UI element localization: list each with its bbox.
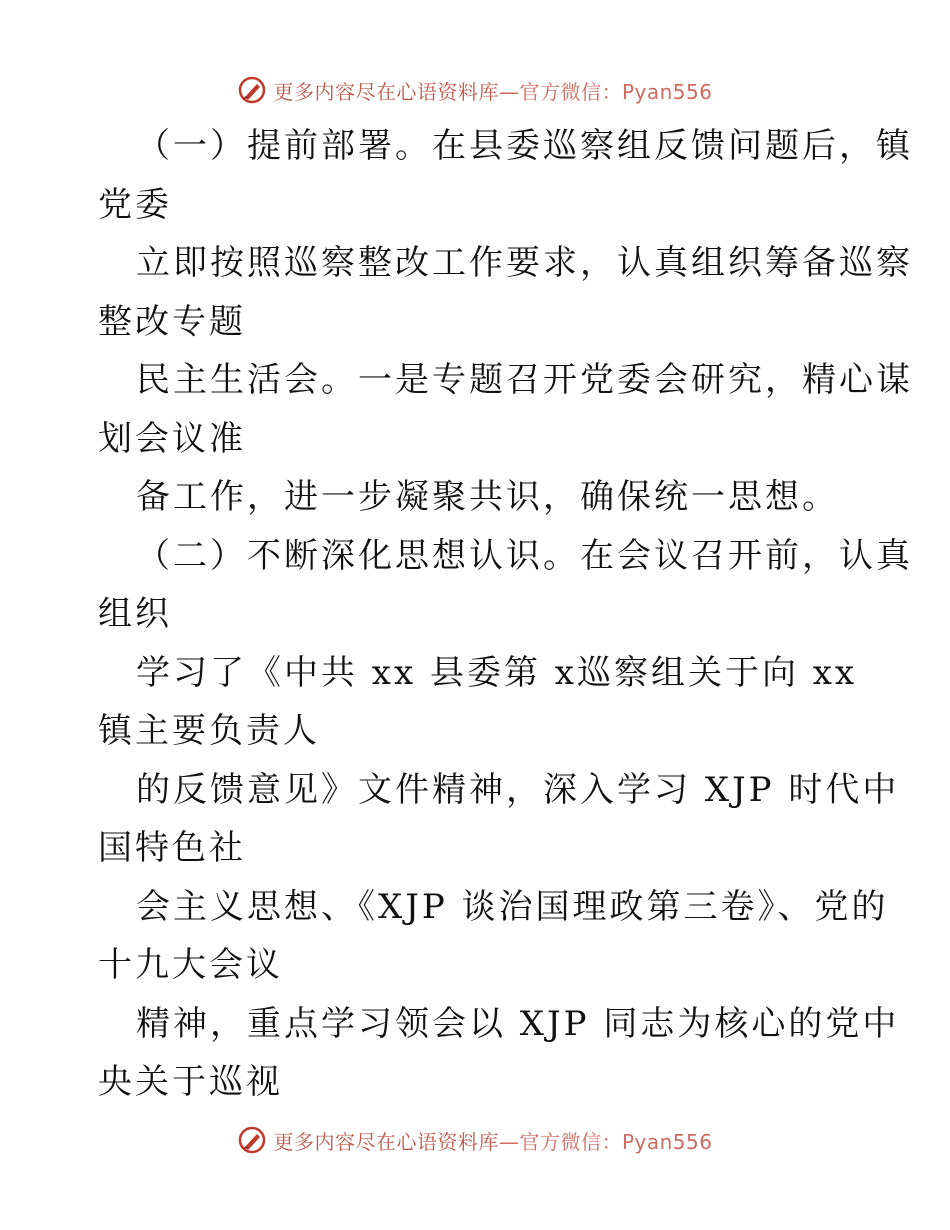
text-line: 央关于巡视 bbox=[98, 1062, 283, 1102]
watermark-main-text: 更多内容尽在心语资料库 bbox=[273, 79, 499, 104]
watermark-text bbox=[273, 76, 712, 105]
pen-logo-icon bbox=[237, 1125, 267, 1155]
pen-logo-icon bbox=[237, 75, 267, 105]
text-line: 党委 bbox=[98, 184, 172, 225]
watermark-sub-text: —官方微信：Pyan556 bbox=[498, 1129, 713, 1154]
text-line: 十九大会议 bbox=[98, 945, 283, 985]
text-line: 的反馈意见》文件精神，深入学习 XJP 时代中 bbox=[136, 769, 900, 810]
text-line: （一）提前部署。在县委巡察组反馈问题后，镇 bbox=[136, 126, 913, 166]
footer-watermark bbox=[0, 1120, 950, 1160]
text-line: 国特色社 bbox=[98, 828, 246, 868]
watermark-main-text: 更多内容尽在心语资料库 bbox=[273, 1129, 499, 1154]
text-line: 划会议准 bbox=[98, 418, 246, 459]
text-line: 立即按照巡察整改工作要求，认真组织筹备巡察 bbox=[136, 243, 913, 283]
text-line: 镇主要负责人 bbox=[98, 711, 320, 751]
text-line: 学习了《中共 xx 县委第 x巡察组关于向 xx bbox=[136, 652, 858, 693]
watermark-text bbox=[273, 1126, 712, 1155]
header-watermark bbox=[0, 70, 950, 110]
text-line: 整改专题 bbox=[98, 301, 246, 342]
text-line: 民主生活会。一是专题召开党委会研究，精心谋 bbox=[136, 360, 913, 400]
text-line: 精神，重点学习领会以 XJP 同志为核心的党中 bbox=[136, 1003, 900, 1044]
text-line: 备工作，进一步凝聚共识，确保统一思想。 bbox=[136, 477, 839, 517]
document-body bbox=[98, 117, 913, 1112]
text-line: 组织 bbox=[98, 594, 172, 634]
text-line: 会主义思想、《XJP 谈治国理政第三卷》、党的 bbox=[136, 886, 889, 927]
text-line: （二）不断深化思想认识。在会议召开前，认真 bbox=[136, 535, 913, 576]
watermark-sub-text: —官方微信：Pyan556 bbox=[498, 79, 713, 104]
